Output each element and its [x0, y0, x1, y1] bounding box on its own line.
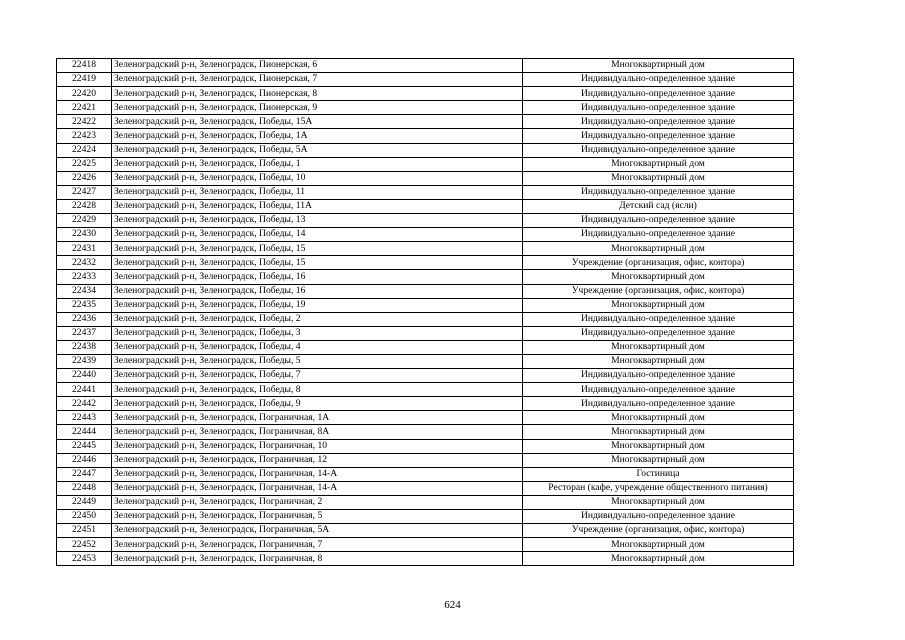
table-row	[57, 397, 794, 411]
row-address-cell: Зеленоградский р-н, Зеленоградск, Победы, 15	[112, 242, 523, 256]
row-type-cell: Многоквартирный дом	[523, 354, 794, 368]
row-address-cell: Зеленоградский р-н, Зеленоградск, Победы, 1А	[112, 129, 523, 143]
row-type-cell: Индивидуально-определенное здание	[523, 185, 794, 199]
row-address-cell: Зеленоградский р-н, Зеленоградск, Победы, 8	[112, 383, 523, 397]
row-type-cell: Многоквартирный дом	[523, 298, 794, 312]
table-row	[57, 524, 794, 538]
row-id-cell: 22452	[57, 538, 112, 552]
row-address-cell: Зеленоградский р-н, Зеленоградск, Победы, 11	[112, 185, 523, 199]
row-type-cell: Индивидуально-определенное здание	[523, 326, 794, 340]
table-row	[57, 538, 794, 552]
row-address-cell: Зеленоградский р-н, Зеленоградск, Пограничная, 5	[112, 510, 523, 524]
table-row	[57, 101, 794, 115]
row-id-cell: 22423	[57, 129, 112, 143]
table-row	[57, 383, 794, 397]
row-type-cell: Учреждение (организация, офис, контора)	[523, 524, 794, 538]
row-address-cell: Зеленоградский р-н, Зеленоградск, Победы, 15А	[112, 115, 523, 129]
row-id-cell: 22418	[57, 59, 112, 73]
row-id-cell: 22439	[57, 354, 112, 368]
row-id-cell: 22424	[57, 143, 112, 157]
row-address-cell: Зеленоградский р-н, Зеленоградск, Победы, 19	[112, 298, 523, 312]
row-type-cell: Индивидуально-определенное здание	[523, 143, 794, 157]
row-type-cell: Индивидуально-определенное здание	[523, 510, 794, 524]
table-row	[57, 312, 794, 326]
row-id-cell: 22426	[57, 171, 112, 185]
row-address-cell: Зеленоградский р-н, Зеленоградск, Победы, 2	[112, 312, 523, 326]
table-row	[57, 411, 794, 425]
row-type-cell: Многоквартирный дом	[523, 59, 794, 73]
row-id-cell: 22434	[57, 284, 112, 298]
row-id-cell: 22431	[57, 242, 112, 256]
row-address-cell: Зеленоградский р-н, Зеленоградск, Пограничная, 8	[112, 552, 523, 566]
table-row	[57, 59, 794, 73]
row-address-cell: Зеленоградский р-н, Зеленоградск, Победы, 5	[112, 354, 523, 368]
row-id-cell: 22447	[57, 467, 112, 481]
row-type-cell: Ресторан (кафе, учреждение общественного питания)	[523, 481, 794, 495]
row-type-cell: Многоквартирный дом	[523, 495, 794, 509]
row-type-cell: Многоквартирный дом	[523, 411, 794, 425]
row-address-cell: Зеленоградский р-н, Зеленоградск, Пионерская, 8	[112, 87, 523, 101]
table-row	[57, 552, 794, 566]
row-address-cell: Зеленоградский р-н, Зеленоградск, Победы, 11А	[112, 199, 523, 213]
row-type-cell: Многоквартирный дом	[523, 242, 794, 256]
table-row	[57, 73, 794, 87]
row-address-cell: Зеленоградский р-н, Зеленоградск, Пограничная, 8А	[112, 425, 523, 439]
row-id-cell: 22440	[57, 369, 112, 383]
row-type-cell: Многоквартирный дом	[523, 157, 794, 171]
row-id-cell: 22420	[57, 87, 112, 101]
table-row	[57, 425, 794, 439]
row-type-cell: Индивидуально-определенное здание	[523, 397, 794, 411]
table-row	[57, 510, 794, 524]
row-id-cell: 22429	[57, 214, 112, 228]
row-id-cell: 22441	[57, 383, 112, 397]
row-address-cell: Зеленоградский р-н, Зеленоградск, Победы, 5А	[112, 143, 523, 157]
row-type-cell: Многоквартирный дом	[523, 552, 794, 566]
table-row	[57, 171, 794, 185]
table-row	[57, 143, 794, 157]
row-address-cell: Зеленоградский р-н, Зеленоградск, Пограничная, 12	[112, 453, 523, 467]
row-id-cell: 22438	[57, 340, 112, 354]
row-id-cell: 22444	[57, 425, 112, 439]
row-id-cell: 22421	[57, 101, 112, 115]
registry-table	[56, 58, 794, 566]
row-id-cell: 22428	[57, 199, 112, 213]
row-type-cell: Индивидуально-определенное здание	[523, 312, 794, 326]
table-row	[57, 369, 794, 383]
row-address-cell: Зеленоградский р-н, Зеленоградск, Победы, 7	[112, 369, 523, 383]
row-id-cell: 22435	[57, 298, 112, 312]
row-id-cell: 22425	[57, 157, 112, 171]
row-id-cell: 22427	[57, 185, 112, 199]
table-row	[57, 481, 794, 495]
row-id-cell: 22432	[57, 256, 112, 270]
table-row	[57, 354, 794, 368]
table-row	[57, 467, 794, 481]
row-id-cell: 22446	[57, 453, 112, 467]
row-address-cell: Зеленоградский р-н, Зеленоградск, Пионерская, 9	[112, 101, 523, 115]
table-row	[57, 214, 794, 228]
row-address-cell: Зеленоградский р-н, Зеленоградск, Победы, 16	[112, 270, 523, 284]
registry-table-body	[57, 59, 794, 566]
row-address-cell: Зеленоградский р-н, Зеленоградск, Победы, 9	[112, 397, 523, 411]
row-id-cell: 22419	[57, 73, 112, 87]
table-row	[57, 256, 794, 270]
table-row	[57, 185, 794, 199]
row-address-cell: Зеленоградский р-н, Зеленоградск, Победы, 10	[112, 171, 523, 185]
row-type-cell: Индивидуально-определенное здание	[523, 73, 794, 87]
row-address-cell: Зеленоградский р-н, Зеленоградск, Пограничная, 10	[112, 439, 523, 453]
row-address-cell: Зеленоградский р-н, Зеленоградск, Пограничная, 7	[112, 538, 523, 552]
row-type-cell: Многоквартирный дом	[523, 171, 794, 185]
row-address-cell: Зеленоградский р-н, Зеленоградск, Пограничная, 14-А	[112, 467, 523, 481]
table-row	[57, 115, 794, 129]
row-address-cell: Зеленоградский р-н, Зеленоградск, Пограничная, 14-А	[112, 481, 523, 495]
table-row	[57, 298, 794, 312]
row-id-cell: 22443	[57, 411, 112, 425]
row-address-cell: Зеленоградский р-н, Зеленоградск, Победы, 13	[112, 214, 523, 228]
row-type-cell: Индивидуально-определенное здание	[523, 87, 794, 101]
table-row	[57, 495, 794, 509]
row-type-cell: Многоквартирный дом	[523, 340, 794, 354]
row-type-cell: Детский сад (ясли)	[523, 199, 794, 213]
row-type-cell: Индивидуально-определенное здание	[523, 369, 794, 383]
table-row	[57, 228, 794, 242]
row-address-cell: Зеленоградский р-н, Зеленоградск, Пионерская, 7	[112, 73, 523, 87]
table-row	[57, 326, 794, 340]
row-id-cell: 22453	[57, 552, 112, 566]
row-address-cell: Зеленоградский р-н, Зеленоградск, Победы, 14	[112, 228, 523, 242]
row-id-cell: 22445	[57, 439, 112, 453]
table-row	[57, 453, 794, 467]
row-type-cell: Индивидуально-определенное здание	[523, 129, 794, 143]
row-type-cell: Многоквартирный дом	[523, 538, 794, 552]
table-row	[57, 242, 794, 256]
row-type-cell: Многоквартирный дом	[523, 425, 794, 439]
row-type-cell: Индивидуально-определенное здание	[523, 383, 794, 397]
table-row	[57, 340, 794, 354]
row-id-cell: 22437	[57, 326, 112, 340]
row-type-cell: Индивидуально-определенное здание	[523, 214, 794, 228]
row-id-cell: 22433	[57, 270, 112, 284]
table-row	[57, 87, 794, 101]
row-id-cell: 22436	[57, 312, 112, 326]
row-type-cell: Многоквартирный дом	[523, 270, 794, 284]
table-row	[57, 157, 794, 171]
table-row	[57, 199, 794, 213]
document-page	[56, 58, 794, 566]
row-address-cell: Зеленоградский р-н, Зеленоградск, Победы, 16	[112, 284, 523, 298]
page-number: 624	[444, 599, 461, 611]
row-id-cell: 22448	[57, 481, 112, 495]
row-type-cell: Учреждение (организация, офис, контора)	[523, 284, 794, 298]
row-type-cell: Учреждение (организация, офис, контора)	[523, 256, 794, 270]
table-row	[57, 270, 794, 284]
row-id-cell: 22449	[57, 495, 112, 509]
row-type-cell: Многоквартирный дом	[523, 439, 794, 453]
row-address-cell: Зеленоградский р-н, Зеленоградск, Победы, 1	[112, 157, 523, 171]
table-row	[57, 284, 794, 298]
row-id-cell: 22450	[57, 510, 112, 524]
row-id-cell: 22442	[57, 397, 112, 411]
row-address-cell: Зеленоградский р-н, Зеленоградск, Победы, 15	[112, 256, 523, 270]
row-address-cell: Зеленоградский р-н, Зеленоградск, Победы, 3	[112, 326, 523, 340]
table-row	[57, 439, 794, 453]
row-id-cell: 22430	[57, 228, 112, 242]
row-type-cell: Гостиница	[523, 467, 794, 481]
row-address-cell: Зеленоградский р-н, Зеленоградск, Пограничная, 5А	[112, 524, 523, 538]
row-address-cell: Зеленоградский р-н, Зеленоградск, Пограничная, 2	[112, 495, 523, 509]
row-type-cell: Индивидуально-определенное здание	[523, 101, 794, 115]
row-type-cell: Индивидуально-определенное здание	[523, 228, 794, 242]
row-type-cell: Индивидуально-определенное здание	[523, 115, 794, 129]
row-address-cell: Зеленоградский р-н, Зеленоградск, Пограничная, 1А	[112, 411, 523, 425]
table-row	[57, 129, 794, 143]
row-address-cell: Зеленоградский р-н, Зеленоградск, Победы, 4	[112, 340, 523, 354]
row-id-cell: 22422	[57, 115, 112, 129]
row-address-cell: Зеленоградский р-н, Зеленоградск, Пионерская, 6	[112, 59, 523, 73]
row-id-cell: 22451	[57, 524, 112, 538]
row-type-cell: Многоквартирный дом	[523, 453, 794, 467]
